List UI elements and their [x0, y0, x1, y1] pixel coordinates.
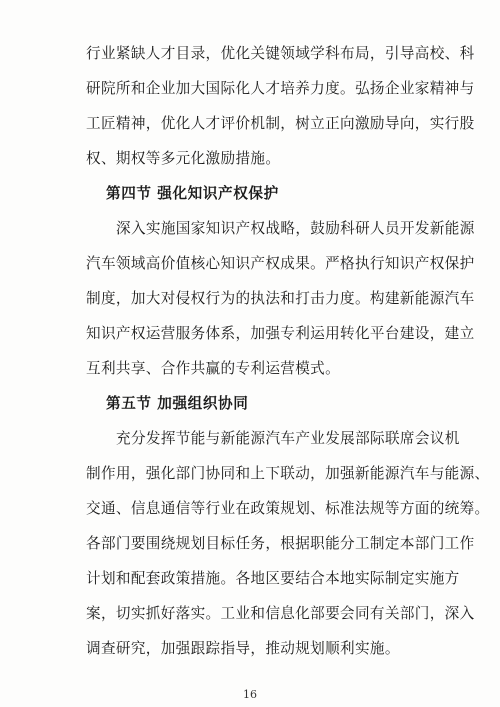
paragraph-line: 计划和配套政策措施。各地区要结合本地实际制定实施方 [86, 570, 460, 587]
paragraph-line: 互利共享、合作共赢的专利运营模式。 [86, 360, 341, 377]
paragraph-line: 充分发挥节能与新能源汽车产业发展部际联席会议机 [116, 430, 460, 447]
page-number: 16 [243, 688, 257, 701]
paragraph-line: 深入实施国家知识产权战略，鼓励科研人员开发新能源 [116, 220, 475, 237]
paragraph-line: 权、期权等多元化激励措施。 [86, 150, 281, 167]
section-heading: 第五节 加强组织协同 [106, 395, 249, 412]
paragraph-line: 案，切实抓好落实。工业和信息化部要会同有关部门，深入 [86, 605, 475, 622]
paragraph-line: 调查研究，加强跟踪指导，推动规划顺利实施。 [86, 640, 400, 657]
paragraph-line: 知识产权运营服务体系，加强专利运用转化平台建设，建立 [86, 325, 475, 342]
paragraph-line: 汽车领域高价值核心知识产权成果。严格执行知识产权保护 [86, 255, 475, 272]
paragraph-line: 行业紧缺人才目录，优化关键领域学科布局，引导高校、科 [86, 45, 475, 62]
paragraph-line: 制作用，强化部门协同和上下联动，加强新能源汽车与能源、 [86, 465, 490, 482]
paragraph-line: 研院所和企业加大国际化人才培养力度。弘扬企业家精神与 [86, 80, 475, 97]
paragraph-line: 各部门要围绕规划目标任务，根据职能分工制定本部门工作 [86, 535, 475, 552]
paragraph-line: 交通、信息通信等行业在政策规划、标准法规等方面的统筹。 [86, 500, 490, 517]
paragraph-line: 制度，加大对侵权行为的执法和打击力度。构建新能源汽车 [86, 290, 475, 307]
section-heading: 第四节 强化知识产权保护 [106, 185, 279, 202]
paragraph-line: 工匠精神，优化人才评价机制，树立正向激励导向，实行股 [86, 115, 475, 132]
